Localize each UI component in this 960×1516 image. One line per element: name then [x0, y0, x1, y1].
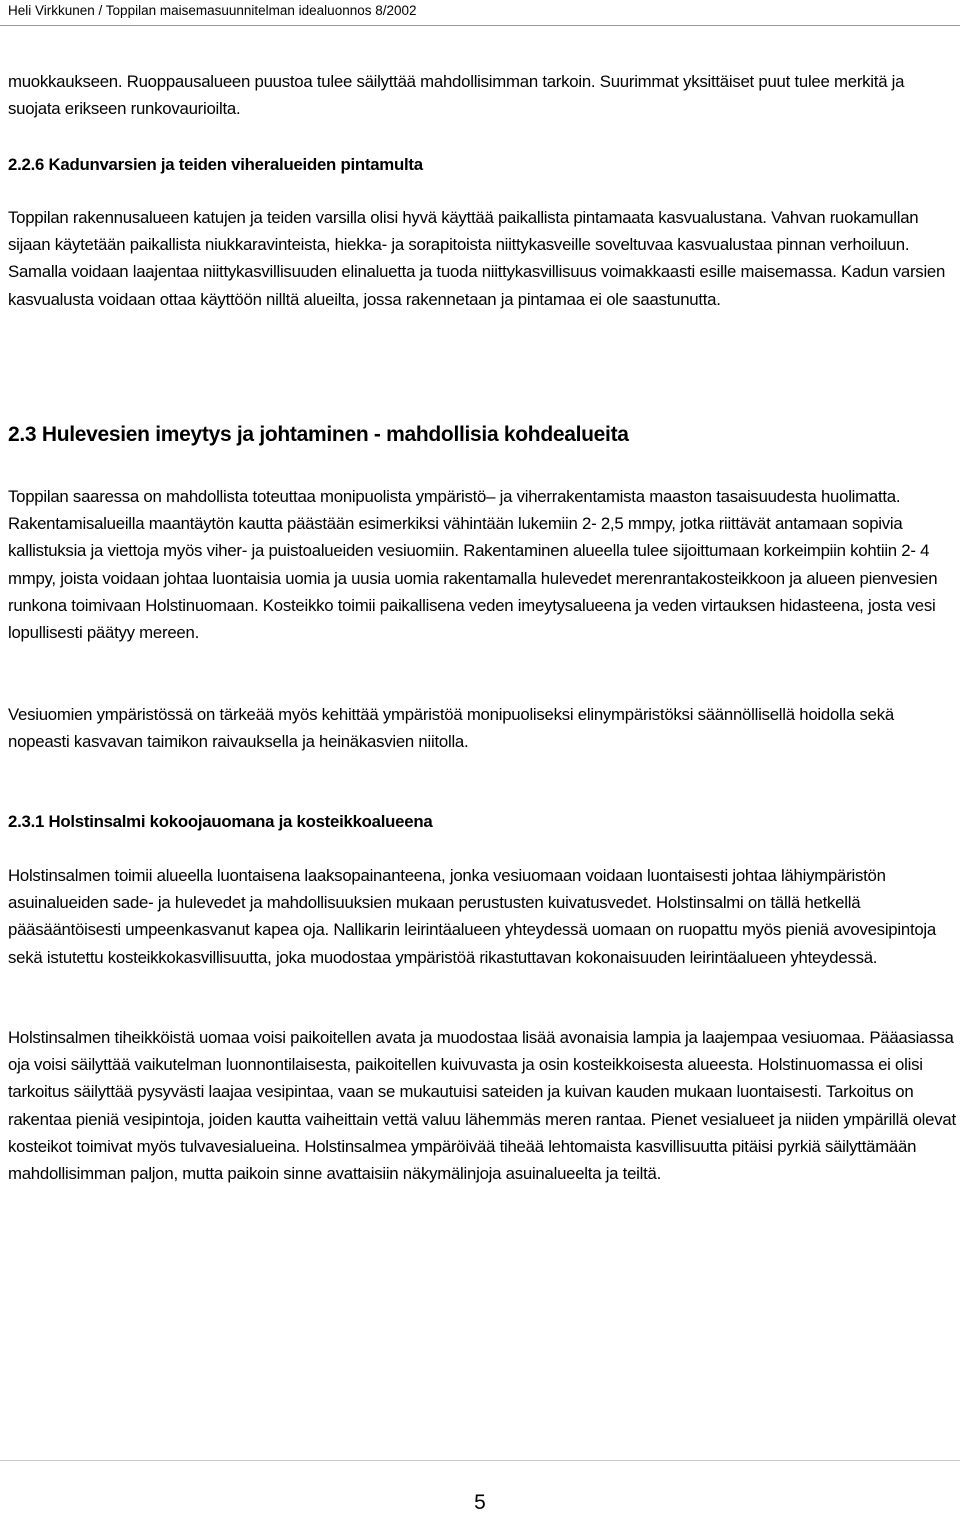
running-header: Heli Virkkunen / Toppilan maisemasuunnitelman idealuonnos 8/2002	[8, 3, 417, 18]
header-divider	[0, 25, 960, 26]
paragraph-2-3-b: Vesiuomien ympäristössä on tärkeää myös kehittää ympäristöä monipuoliseksi elinympäristöksi säännöllisellä hoidolla sekä nopeasti kasvavan taimikon raivauksella ja heinäkasvien niitolla.	[8, 705, 894, 752]
footer-divider	[0, 1460, 960, 1461]
paragraph-intro: muokkaukseen. Ruoppausalueen puustoa tulee säilyttää mahdollisimman tarkoin. Suurimmat yksittäiset puut tulee merkitä ja suojata erikseen runkovaurioilta.	[8, 72, 905, 119]
paragraph-2-3-1-b: Holstinsalmen tiheikköistä uomaa voisi paikoitellen avata ja muodostaa lisää avonaisia lampia ja laajempaa vesiuomaa. Pääasiassa oja voisi säilyttää vaikutelman luonnontilaisesta, paikoitellen kuivuvasta ja osin kosteikkoisesta alueesta. Holstinuomassa ei olisi tarkoitus säilyttää pysyvästi laajaa vesipintaa, vaan se mukautuisi sateiden ja kuivan kauden mukaan luontaisesti. Tarkoitus on rakentaa pieniä vesipintoja, joiden kautta vaiheittain vettä valuu lähemmäs meren rantaa. Pienet vesialueet ja niiden ympärillä olevat kosteikot toimivat myös tulvavesialueina. Holstinsalmea ympäröivää tiheää lehtomaista kasvillisuutta pitäisi pyrkiä säilyttämään mahdollisimman paljon, mutta paikoin sinne avattaisiin näkymälinjoja asuinalueelta ja teiltä.	[8, 1028, 956, 1184]
paragraph-2-3-1-a: Holstinsalmen toimii alueella luontaisena laaksopainanteena, jonka vesiuomaan voidaan luontaisesti johtaa lähiympäristön asuinalueiden sade- ja hulevedet ja mahdollisuuksien mukaan perustusten kuivatusvedet. Holstinsalmi on tällä hetkellä pääsääntöisesti umpeenkasvanut kapea oja. Nallikarin leirintäalueen yhteydessä uomaan on ruopattu myös pieniä avovesipintoja sekä istutettu kosteikkokasvillisuutta, joka muodostaa ympäristöä rikastuttavan kokonaisuuden leirintäalueen yhteydessä.	[8, 866, 936, 967]
paragraph-2-3-a: Toppilan saaressa on mahdollista toteuttaa monipuolista ympäristö– ja viherrakentamista maaston tasaisuudesta huolimatta. Rakentamisalueilla maantäytön kautta päästään esimerkiksi vähintään lukemiin 2- 2,5 mmpy, jotka riittävät antamaan sopivia kallistuksia ja viettoja myös viher- ja puistoalueiden vesiuomiin. Rakentaminen alueella tulee sijoittumaan korkeimpiin kohtiin 2- 4 mmpy, joista voidaan johtaa luontaisia uomia ja uusia uomia rakentamalla hulevedet merenrantakosteikkoon ja alueen pienvesien runkona toimivaan Holstinuomaan. Kosteikko toimii paikallisena veden imeytysalueena ja veden virtauksen hidasteena, josta vesi lopullisesti päätyy mereen.	[8, 487, 938, 643]
paragraph-2-2-6: Toppilan rakennusalueen katujen ja teiden varsilla olisi hyvä käyttää paikallista pintamaata kasvualustana. Vahvan ruokamullan sijaan käytetään paikallista niukkaravinteista, hiekka- ja sorapitoista niittykasveille soveltuvaa kasvualustaa pinnan verhoiluun. Samalla voidaan laajentaa niittykasvillisuuden elinaluetta ja tuoda niittykasvillisuus voimakkaasti esille maisemassa. Kadun varsien kasvualusta voidaan ottaa käyttöön nilltä alueilta, jossa rakennetaan ja pintamaa ei ole saastunutta.	[8, 208, 946, 309]
section-heading-2-3: 2.3 Hulevesien imeytys ja johtaminen - mahdollisia kohdealueita	[8, 423, 629, 446]
section-heading-2-2-6: 2.2.6 Kadunvarsien ja teiden viheralueiden pintamulta	[8, 155, 423, 174]
section-heading-2-3-1: 2.3.1 Holstinsalmi kokoojauomana ja kosteikkoalueena	[8, 812, 433, 831]
page-number: 5	[474, 1491, 486, 1514]
